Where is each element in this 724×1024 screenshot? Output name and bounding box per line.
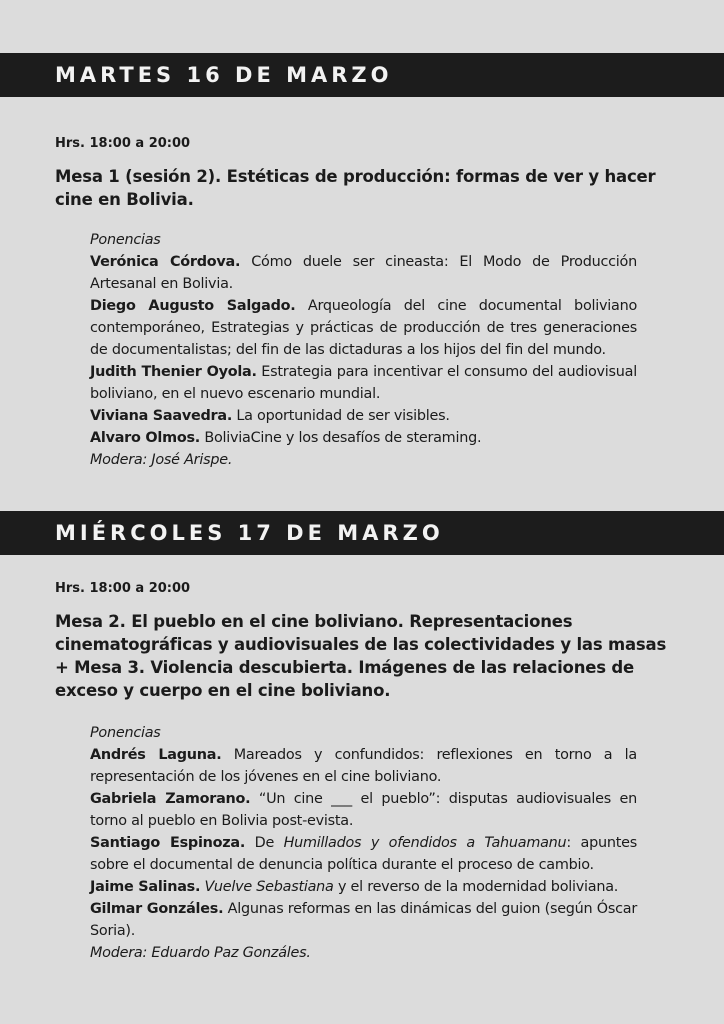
speaker-name: Gilmar Gonzáles. <box>90 901 224 917</box>
ponencia-item <box>90 876 637 898</box>
ponencias-label: Ponencias <box>90 725 161 741</box>
day-header-title: MARTES 16 DE MARZO <box>55 63 393 87</box>
ponencia-text: Arqueología del cine documental boliviano contemporáneo, Estrategias y prácticas de producción de tres generaciones de documentalistas; del fin de las dictaduras a los hijos del fin del mundo. <box>90 298 637 358</box>
ponencia-text: Estrategia para incentivar el consumo del audiovisual boliviano, en el nuevo escenario mundial. <box>90 364 637 402</box>
ponencia-text: : apuntes sobre el documental de denuncia política durante el proceso de cambio. <box>90 835 637 873</box>
day-header <box>0 511 724 555</box>
ponencia-text: “Un cine ___ el pueblo”: disputas audiovisuales en torno al pueblo en Bolivia post-evista. <box>90 791 637 829</box>
session-hours: Hrs. 18:00 a 20:00 <box>55 581 191 596</box>
session-block <box>55 136 667 471</box>
ponencia-item <box>90 295 637 361</box>
ponencia-text: y el reverso de la modernidad boliviana. <box>333 879 619 895</box>
ponencias-list <box>90 722 637 964</box>
day-header <box>0 53 724 97</box>
day-header-title: MIÉRCOLES 17 DE MARZO <box>55 521 444 545</box>
ponencia-item <box>90 788 637 832</box>
speaker-name: Santiago Espinoza. <box>90 835 246 851</box>
ponencia-item <box>90 405 637 427</box>
ponencia-text: Algunas reformas en las dinámicas del guion (según Óscar Soria). <box>90 901 638 939</box>
ponencia-item <box>90 427 637 449</box>
session-hours: Hrs. 18:00 a 20:00 <box>55 136 191 151</box>
session-title: Mesa 1 (sesión 2). Estéticas de producción: formas de ver y hacer cine en Bolivia. <box>55 167 656 209</box>
ponencia-item <box>90 898 637 942</box>
ponencia-text: BoliviaCine y los desafíos de steraming. <box>200 430 482 446</box>
speaker-name: Verónica Córdova. <box>90 254 241 270</box>
ponencia-item <box>90 832 637 876</box>
ponencias-list <box>90 229 637 471</box>
ponencia-text-pre: De <box>245 835 284 851</box>
ponencia-item <box>90 744 637 788</box>
film-title: Vuelve Sebastiana <box>204 879 334 895</box>
ponencia-item <box>90 251 637 295</box>
speaker-name: Judith Thenier Oyola. <box>90 364 257 380</box>
ponencias-label: Ponencias <box>90 232 161 248</box>
ponencia-text: La oportunidad de ser visibles. <box>232 408 450 424</box>
session-block <box>55 581 667 964</box>
ponencia-text: Cómo duele ser cineasta: El Modo de Producción Artesanal en Bolivia. <box>90 254 637 292</box>
speaker-name: Andrés Laguna. <box>90 747 222 763</box>
speaker-name: Alvaro Olmos. <box>90 430 200 446</box>
ponencia-text: Mareados y confundidos: reflexiones en torno a la representación de los jóvenes en el cine boliviano. <box>90 747 637 785</box>
speaker-name: Jaime Salinas. <box>90 879 201 895</box>
moderator: Modera: Eduardo Paz Gonzáles. <box>90 945 311 961</box>
ponencia-item <box>90 361 637 405</box>
moderator: Modera: José Arispe. <box>90 452 233 468</box>
film-title: Humillados y ofendidos a Tahuamanu <box>283 835 567 851</box>
speaker-name: Gabriela Zamorano. <box>90 791 251 807</box>
session-title: Mesa 2. El pueblo en el cine boliviano. Representaciones cinematográficas y audiovisuales de las colectividades y las masas + Mesa 3. Violencia descubierta. Imágenes de las relaciones de exceso y cuerpo en el cine boliviano. <box>55 612 667 700</box>
speaker-name: Viviana Saavedra. <box>90 408 233 424</box>
speaker-name: Diego Augusto Salgado. <box>90 298 296 314</box>
